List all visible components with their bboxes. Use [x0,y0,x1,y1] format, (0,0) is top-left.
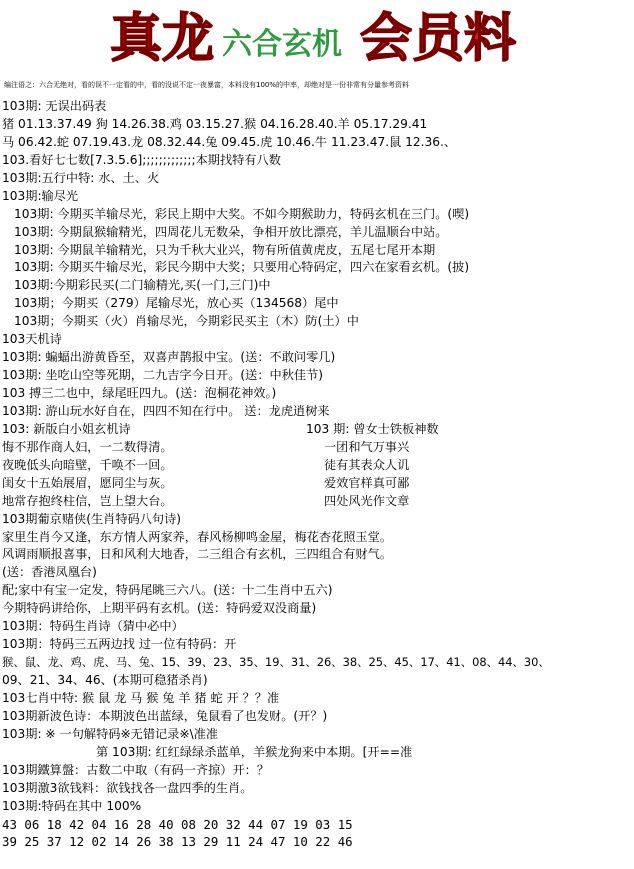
text-line: 103期；今期买（火）肖输尽光，今期彩民买主（木）防(土）中 [14,314,359,329]
content-body [2,98,632,851]
text-line: (送：香港凤凰台) [2,565,97,580]
text-line: 103期新波色诗：本期波色出蓝绿，兔鼠看了也发财。(开？) [2,708,328,723]
text-line: 风调雨顺报喜事，日和风利大地香，二三组合有玄机，三四组合有财气。 [2,547,392,562]
text-line: 103 搏三二也中，绿尾旺四九。(送：泡桐花神效。) [2,386,277,400]
left-poem-line: 夜晚低头向暗壁，千唤不一回。 [2,457,173,472]
text-line: 103期；今期买（279）尾输尽光，放心买（134568）尾中 [14,296,339,311]
right-poem-line: 一团和气万事兴 [324,439,410,454]
title-logo [110,4,530,74]
title-left: 真龙 [110,8,215,69]
text-line: 猪 01.13.37.49 狗 14.26.38.鸡 03.15.27.猴 04.16.28.40.羊 05.17.29.41 [2,116,428,131]
text-line: 猴、鼠、龙、鸡、虎、马、兔、15、39、23、35、19、31、26、38、25、45、17、41、08、44、30、 [2,655,550,670]
text-line: 马 06.42.蛇 07.19.43.龙 08.32.44.兔 09.45.虎 10.46.牛 11.23.47.鼠 12.36.、 [2,134,457,149]
editor-note: 编注语之：六合无绝对，看的误不一定看的中，看的没说不定一夜暴富，本料没有100%的中率，却绝对是一份非常有分量参考资料 [4,81,410,89]
text-line: 103期:特码在其中 100% [2,798,142,813]
text-line: 103天机诗 [2,332,62,347]
two-column-row [2,439,632,457]
number-row: 39 25 37 12 02 14 26 38 13 29 11 24 47 10 22 46 [2,834,353,850]
text-line: 103期: 今期鼠羊输精光，只为千秋大业兴，物有所值黄虎皮，五尾七尾开本期 [14,242,436,257]
right-poem-line: 爱效官样真可鄙 [324,475,410,490]
text-line: 103期: 今期鼠猴输精光，四周花儿无数朵，争相开放比漂亮，羊儿温顺台中站。 [14,224,448,239]
left-poem-line: 103: 新版白小姐玄机诗 [2,421,131,436]
two-column-row [2,475,632,493]
text-line: 103期: 无误出码表 [2,99,107,113]
text-line: 第 103期: 红红绿绿杀蓝单，羊猴龙狗来中本期。[开==准 [96,744,413,759]
text-line: 103七肖中特: 猴 鼠 龙 马 猴 兔 羊 猪 蛇 开 ？？准 [2,690,280,705]
text-line: 103期: ※ 一句解特码※无错记录※\准准 [2,726,219,741]
text-line: 103.看好七七数[7.3.5.6];;;;;;;;;;;;;本期找特有八数 [2,152,281,167]
left-poem-line: 悔不那作商人妇，一二数得清。 [2,439,173,454]
right-poem-line: 103 期: 曾女士铁板神数 [306,421,439,436]
text-line: 103期：特码三五两边找 过一位有特码：开 [2,637,237,652]
text-line: 103期激3欲钱料：欲钱找各一盘四季的生肖。 [2,780,253,795]
text-line: 103期: 今期买羊输尽光，彩民上期中大奖。不如今期猴助力，特码玄机在三门。(喫) [14,206,470,221]
right-poem-line: 四处风光作文章 [324,493,410,508]
text-line: 今期特码讲给你，上期平码有玄机。(送：特码爱双没商量) [2,601,317,616]
title-mid: 六合玄机 [222,27,342,62]
header-banner [0,0,634,78]
text-line: 103期葡京赌侠(生肖特码八句诗) [2,511,182,526]
text-line: 09、21、34、46、(本期可稳猪杀肖) [2,673,208,687]
left-poem-line: 闺女十五始展眉，愿同尘与灰。 [2,475,173,490]
number-row: 43 06 18 42 04 16 28 40 08 20 32 44 07 19 03 15 [2,816,353,832]
two-column-row [2,457,632,475]
two-column-row [2,421,632,439]
text-line: 103期：特码生肖诗（猜中必中） [2,619,184,634]
text-line: 103期:输尽光 [2,188,79,203]
text-line: 103期:今期彩民买(二门输精光,买(一门,三门)中 [14,278,271,293]
text-line: 103期: 今期买牛输尽光，彩民今期中大奖；只要用心特码定，四六在家看玄机。(披) [14,260,470,275]
text-line: 103期: 游山玩水好自在，四四不知在行中。 送：龙虎逍树来 [2,403,330,418]
two-column-row [2,493,632,511]
text-line: 103期鐵算盤：古数二中取（有码一齐掠）开：？ [2,762,270,777]
text-line: 配;家中有宝一定发，特码尾眺三六八。(送：十二生肖中五六) [2,583,333,598]
text-line: 家里生肖今又逢，东方情人两家养，春风杨柳鸣金屋，梅花杏花照玉堂。 [2,529,392,544]
text-line: 103期: 坐吃山空等死期，二九吉字今日开。(送：中秋佳节) [2,368,324,383]
right-poem-line: 徒有其表众人讥 [324,457,410,472]
text-line: 103期:五行中特: 水、土、火 [2,170,160,185]
left-poem-line: 地常存抱终柱信，岂上望大台。 [2,493,173,508]
title-right: 会员料 [360,8,517,69]
text-line: 103期: 蝙蝠出游黄昏至，双喜声鹊报中宝。(送：不敢问零几) [2,350,336,365]
